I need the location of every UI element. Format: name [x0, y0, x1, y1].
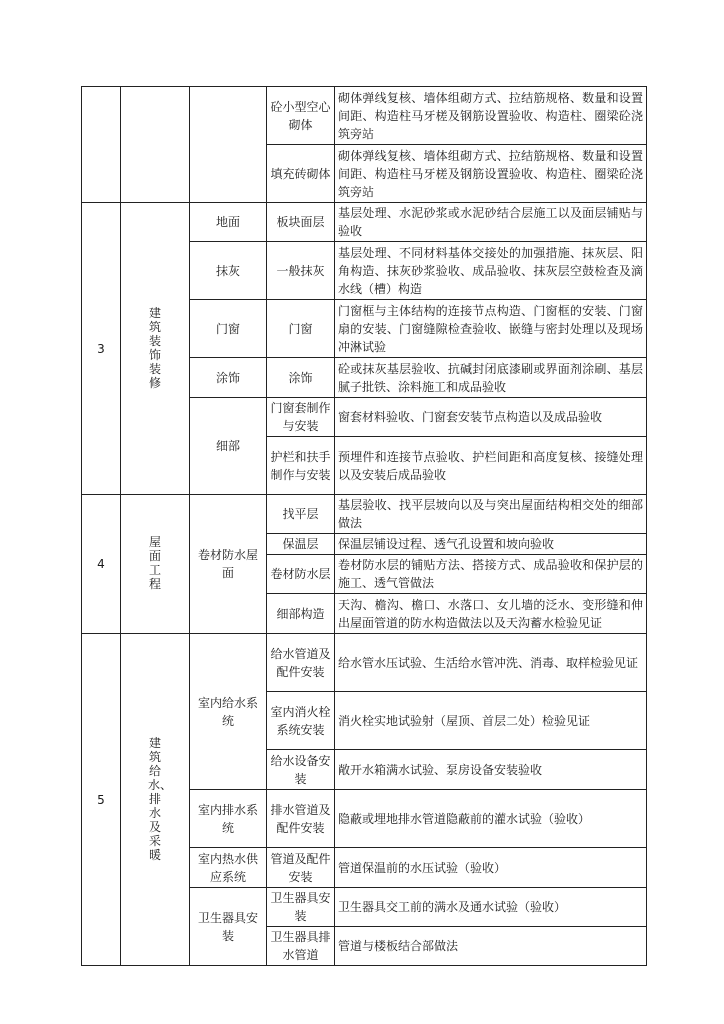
item-cell: 门窗套制作与安装: [267, 398, 335, 437]
table-row: [82, 634, 647, 692]
item-cell: 找平层: [267, 495, 335, 534]
content-cell: 砼或抹灰基层验收、抗碱封闭底漆刷或界面剂涂刷、基层腻子批铁、涂料施工和成品验收: [335, 358, 647, 398]
row-number: 4: [82, 495, 121, 634]
item-cell: 卫生器具安装: [267, 888, 335, 927]
item-cell: 涂饰: [267, 358, 335, 398]
sub-division-cell: 室内给水系统: [190, 634, 267, 790]
item-cell: 门窗: [267, 300, 335, 358]
content-cell: 保温层铺设过程、透气孔设置和坡向验收: [335, 534, 647, 555]
item-cell: 卷材防水层: [267, 555, 335, 594]
row-number: [82, 87, 121, 203]
content-cell: 管道与楼板结合部做法: [335, 927, 647, 966]
sub-division-cell: 细部: [190, 398, 267, 495]
item-cell: 护栏和扶手制作与安装: [267, 437, 335, 495]
division-cell: 屋面工程: [121, 495, 190, 634]
content-cell: 砌体弹线复核、墙体组砌方式、拉结筋规格、数量和设置间距、构造柱马牙槎及钢筋设置验收、构造柱、圈梁砼浇筑旁站: [335, 145, 647, 203]
content-cell: 基层处理、水泥砂浆或水泥砂结合层施工以及面层铺贴与验收: [335, 203, 647, 242]
item-cell: 砼小型空心砌体: [267, 87, 335, 145]
item-cell: 给水设备安装: [267, 750, 335, 790]
sub-division-cell: 室内热水供应系统: [190, 848, 267, 888]
content-cell: 卷材防水层的铺贴方法、搭接方式、成品验收和保护层的施工、透气管做法: [335, 555, 647, 594]
content-cell: 砌体弹线复核、墙体组砌方式、拉结筋规格、数量和设置间距、构造柱马牙槎及钢筋设置验收、构造柱、圈梁砼浇筑旁站: [335, 87, 647, 145]
sub-division-cell: 门窗: [190, 300, 267, 358]
item-cell: 管道及配件安装: [267, 848, 335, 888]
item-cell: 填充砖砌体: [267, 145, 335, 203]
row-number: 3: [82, 203, 121, 495]
sub-division-cell: 卫生器具安装: [190, 888, 267, 966]
item-cell: 给水管道及配件安装: [267, 634, 335, 692]
content-cell: 基层处理、不同材料基体交接处的加强措施、抹灰层、阳角构造、抹灰砂浆验收、成品验收、抹灰层空鼓检查及滴水线（槽）构造: [335, 242, 647, 300]
inspection-table: [81, 86, 647, 966]
sub-division-cell: 室内排水系统: [190, 790, 267, 848]
content-cell: 卫生器具交工前的满水及通水试验（验收）: [335, 888, 647, 927]
item-cell: 排水管道及配件安装: [267, 790, 335, 848]
content-cell: 门窗框与主体结构的连接节点构造、门窗框的安装、门窗扇的安装、门窗缝隙检查验收、嵌缝与密封处理以及现场冲淋试验: [335, 300, 647, 358]
sub-division-cell: 涂饰: [190, 358, 267, 398]
division-cell: 建筑装饰装修: [121, 203, 190, 495]
item-cell: 卫生器具排水管道: [267, 927, 335, 966]
row-number: 5: [82, 634, 121, 966]
table-row: [82, 203, 647, 242]
content-cell: 窗套材料验收、门窗套安装节点构造以及成品验收: [335, 398, 647, 437]
division-cell: 建筑给水、排水及采暖: [121, 634, 190, 966]
division-cell: [121, 87, 190, 203]
table-row: [82, 495, 647, 534]
sub-division-cell: 卷材防水屋面: [190, 495, 267, 634]
sub-division-cell: 地面: [190, 203, 267, 242]
content-cell: 隐蔽或埋地排水管道隐蔽前的灌水试验（验收）: [335, 790, 647, 848]
item-cell: 细部构造: [267, 594, 335, 634]
content-cell: 给水管水压试验、生活给水管冲洗、消毒、取样检验见证: [335, 634, 647, 692]
content-cell: 管道保温前的水压试验（验收）: [335, 848, 647, 888]
item-cell: 保温层: [267, 534, 335, 555]
content-cell: 基层验收、找平层坡向以及与突出屋面结构相交处的细部做法: [335, 495, 647, 534]
content-cell: 天沟、檐沟、檐口、水落口、女儿墙的泛水、变形缝和伸出屋面管道的防水构造做法以及天沟蓄水检验见证: [335, 594, 647, 634]
item-cell: 室内消火栓系统安装: [267, 692, 335, 750]
content-cell: 敞开水箱满水试验、泵房设备安装验收: [335, 750, 647, 790]
sub-division-cell: 抹灰: [190, 242, 267, 300]
item-cell: 一般抹灰: [267, 242, 335, 300]
content-cell: 预埋件和连接节点验收、护栏间距和高度复核、接缝处理以及安装后成品验收: [335, 437, 647, 495]
sub-division-cell: [190, 87, 267, 203]
content-cell: 消火栓实地试验射（屋顶、首层二处）检验见证: [335, 692, 647, 750]
item-cell: 板块面层: [267, 203, 335, 242]
table-row: [82, 87, 647, 145]
